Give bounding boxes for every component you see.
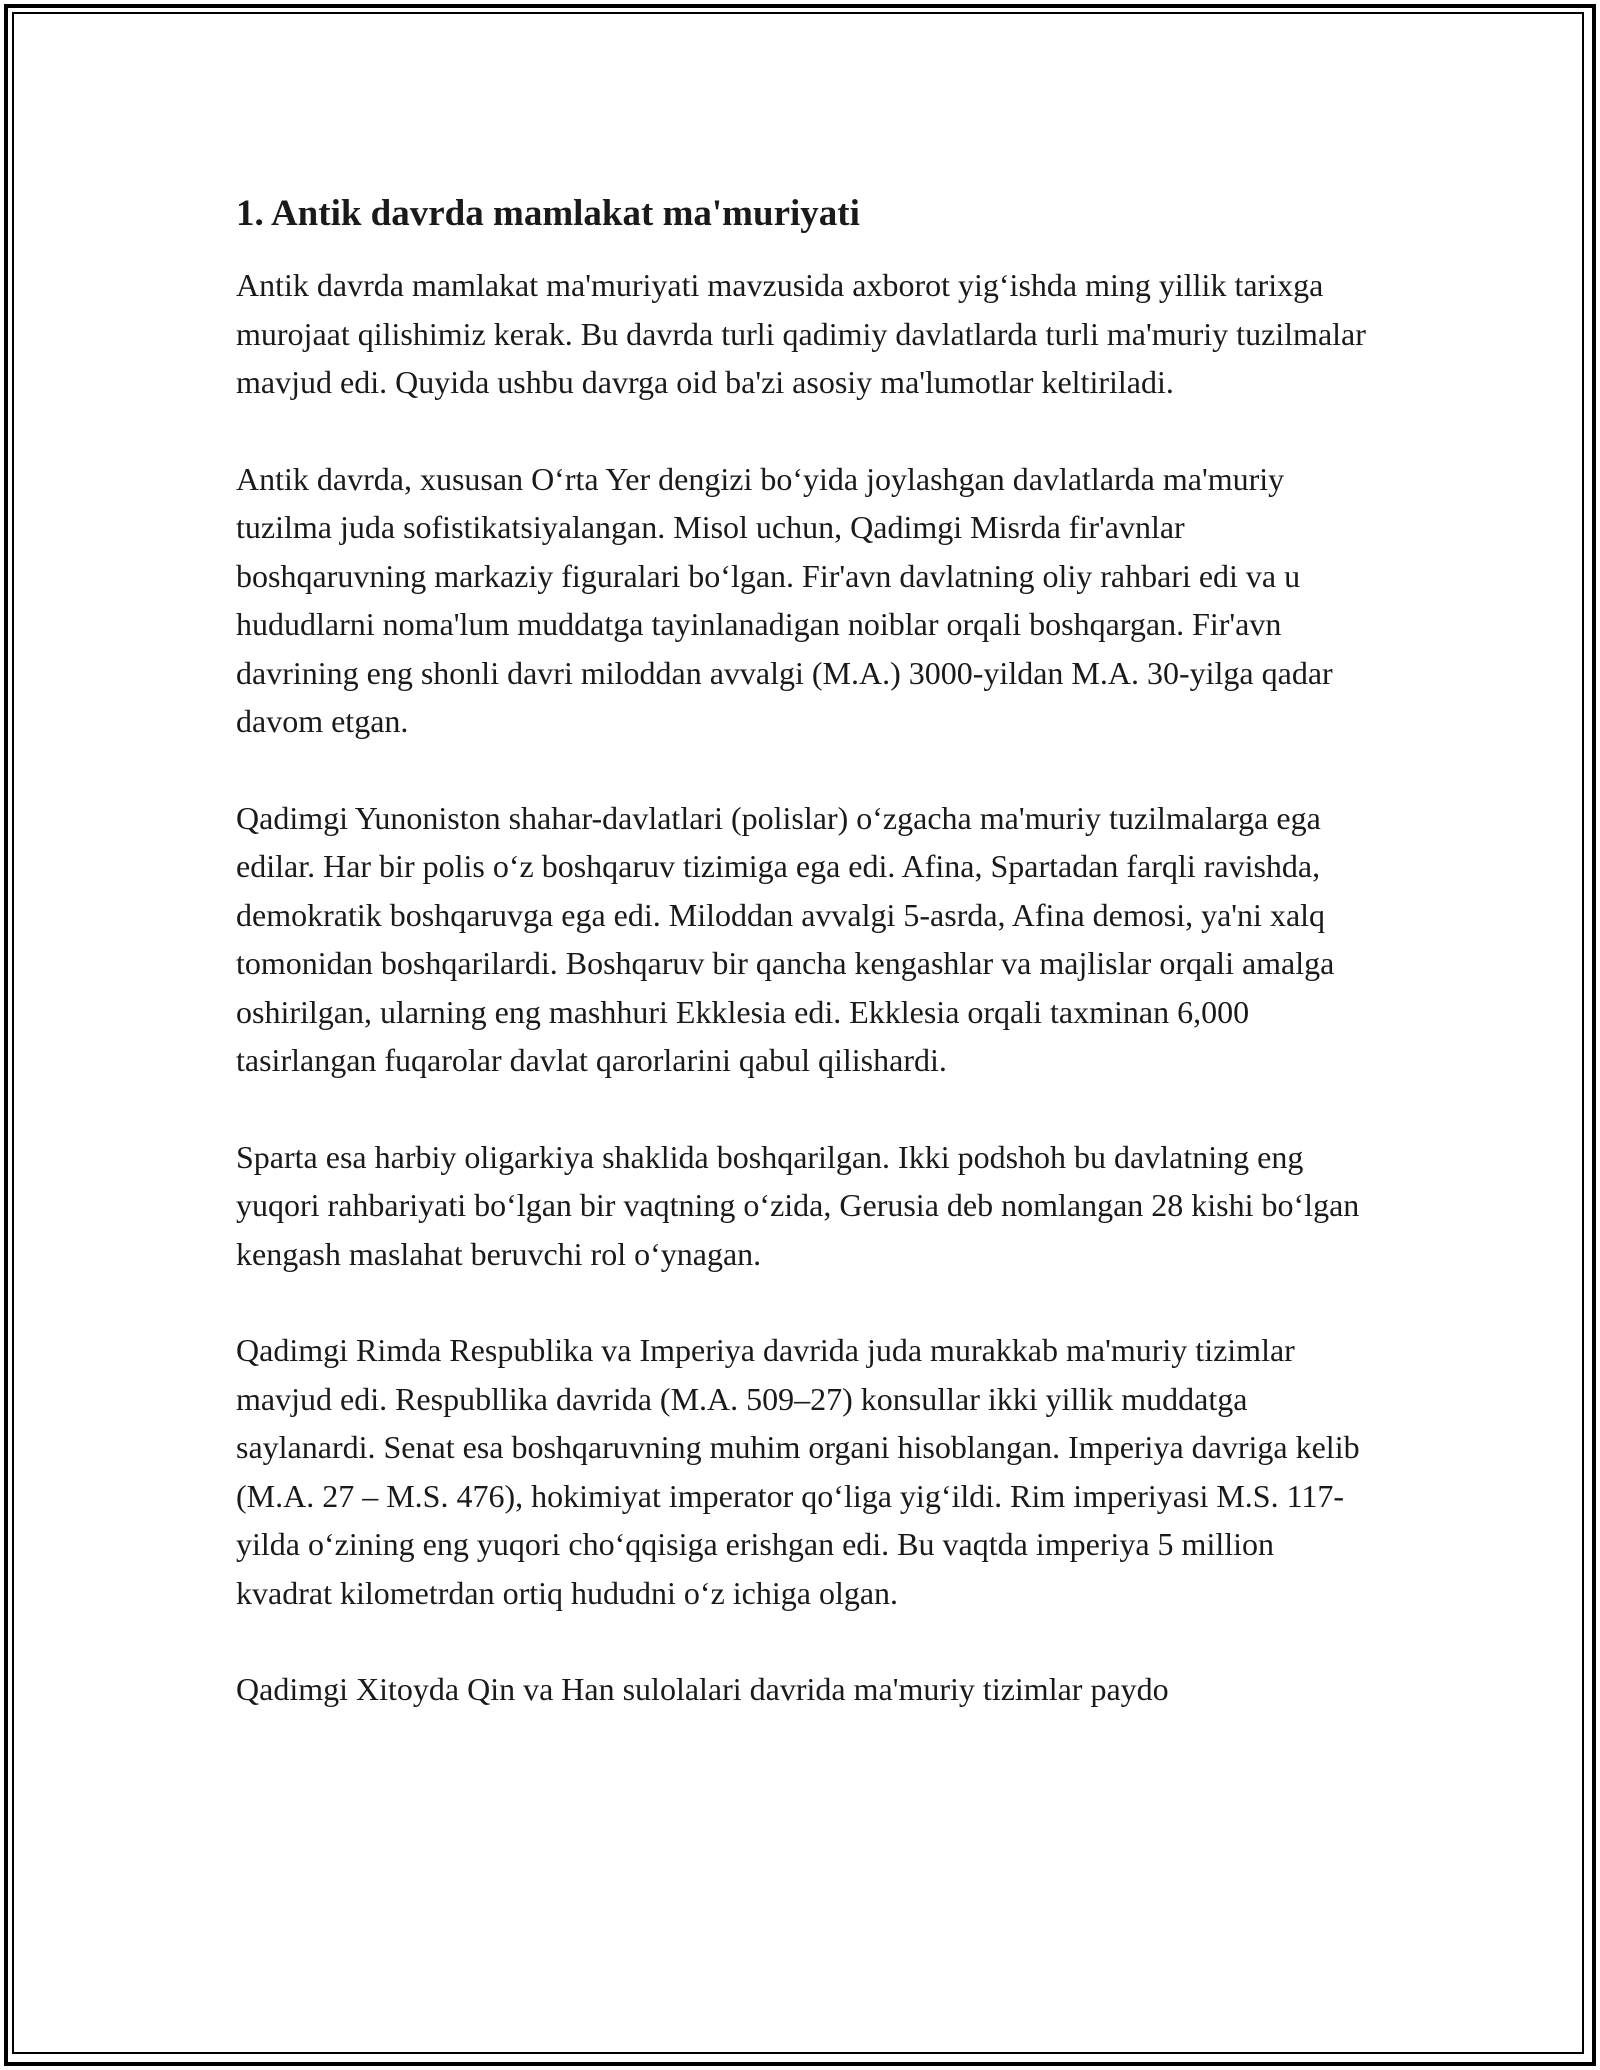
paragraph-china: Qadimgi Xitoyda Qin va Han sulolalari davrida ma'muriy tizimlar paydo bbox=[236, 1671, 1169, 1707]
paragraph-intro: Antik davrda mamlakat ma'muriyati mavzusida axborot yig‘ishda ming yillik tarixga murojaat qilishimiz kerak. Bu davrda turli qadimiy davlatlarda turli ma'muriy tuzilmalar mavjud edi. Quyida ushbu davrga oid ba'zi asosiy ma'lumotlar keltiriladi. bbox=[236, 267, 1366, 400]
document-body bbox=[236, 188, 1376, 1762]
page-title: 1. Antik davrda mamlakat ma'muriyati bbox=[236, 193, 860, 234]
paragraph-sparta: Sparta esa harbiy oligarkiya shaklida boshqarilgan. Ikki podshoh bu davlatning eng yuqori rahbariyati bo‘lgan bir vaqtning o‘zida, Gerusia deb nomlangan 28 kishi bo‘lgan kengash maslahat beruvchi rol o‘ynagan. bbox=[236, 1138, 1360, 1272]
paragraph-egypt: Antik davrda, xususan O‘rta Yer dengizi bo‘yida joylashgan davlatlarda ma'muriy tuzilma juda sofistikatsiyalangan. Misol uchun, Qadimgi Misrda fir'avnlar boshqaruvning markaziy figuralari bo‘lgan. Fir'avn davlatning oliy rahbari edi va u hududlarni noma'lum muddatga tayinlanadigan noiblar orqali boshqargan. Fir'avn davrining eng shonli davri miloddan avvalgi (M.A.) 3000-yildan M.A. 30-yilga qadar davom etgan. bbox=[236, 460, 1333, 739]
paragraph-greece: Qadimgi Yunoniston shahar-davlatlari (polislar) o‘zgacha ma'muriy tuzilmalarga ega edilar. Har bir polis o‘z boshqaruv tizimiga ega edi. Afina, Spartadan farqli ravishda, demokratik boshqaruvga ega edi. Miloddan avvalgi 5-asrda, Afina demosi, ya'ni xalq tomonidan boshqarilardi. Boshqaruv bir qancha kengashlar va majlislar orqali amalga oshirilgan, ularning eng mashhuri Ekklesia edi. Ekklesia orqali taxminan 6,000 tasirlangan fuqarolar davlat qarorlarini qabul qilishardi. bbox=[236, 799, 1335, 1078]
paragraph-rome: Qadimgi Rimda Respublika va Imperiya davrida juda murakkab ma'muriy tizimlar mavjud edi. Respubllika davrida (M.A. 509–27) konsullar ikki yillik muddatga saylanardi. Senat esa boshqaruvning muhim organi hisoblangan. Imperiya davriga kelib (M.A. 27 – M.S. 476), hokimiyat imperator qo‘liga yig‘ildi. Rim imperiyasi M.S. 117-yilda o‘zining eng yuqori cho‘qqisiga erishgan edi. Bu vaqtda imperiya 5 million kvadrat kilometrdan ortiq hududni o‘z ichiga olgan. bbox=[236, 1332, 1360, 1611]
